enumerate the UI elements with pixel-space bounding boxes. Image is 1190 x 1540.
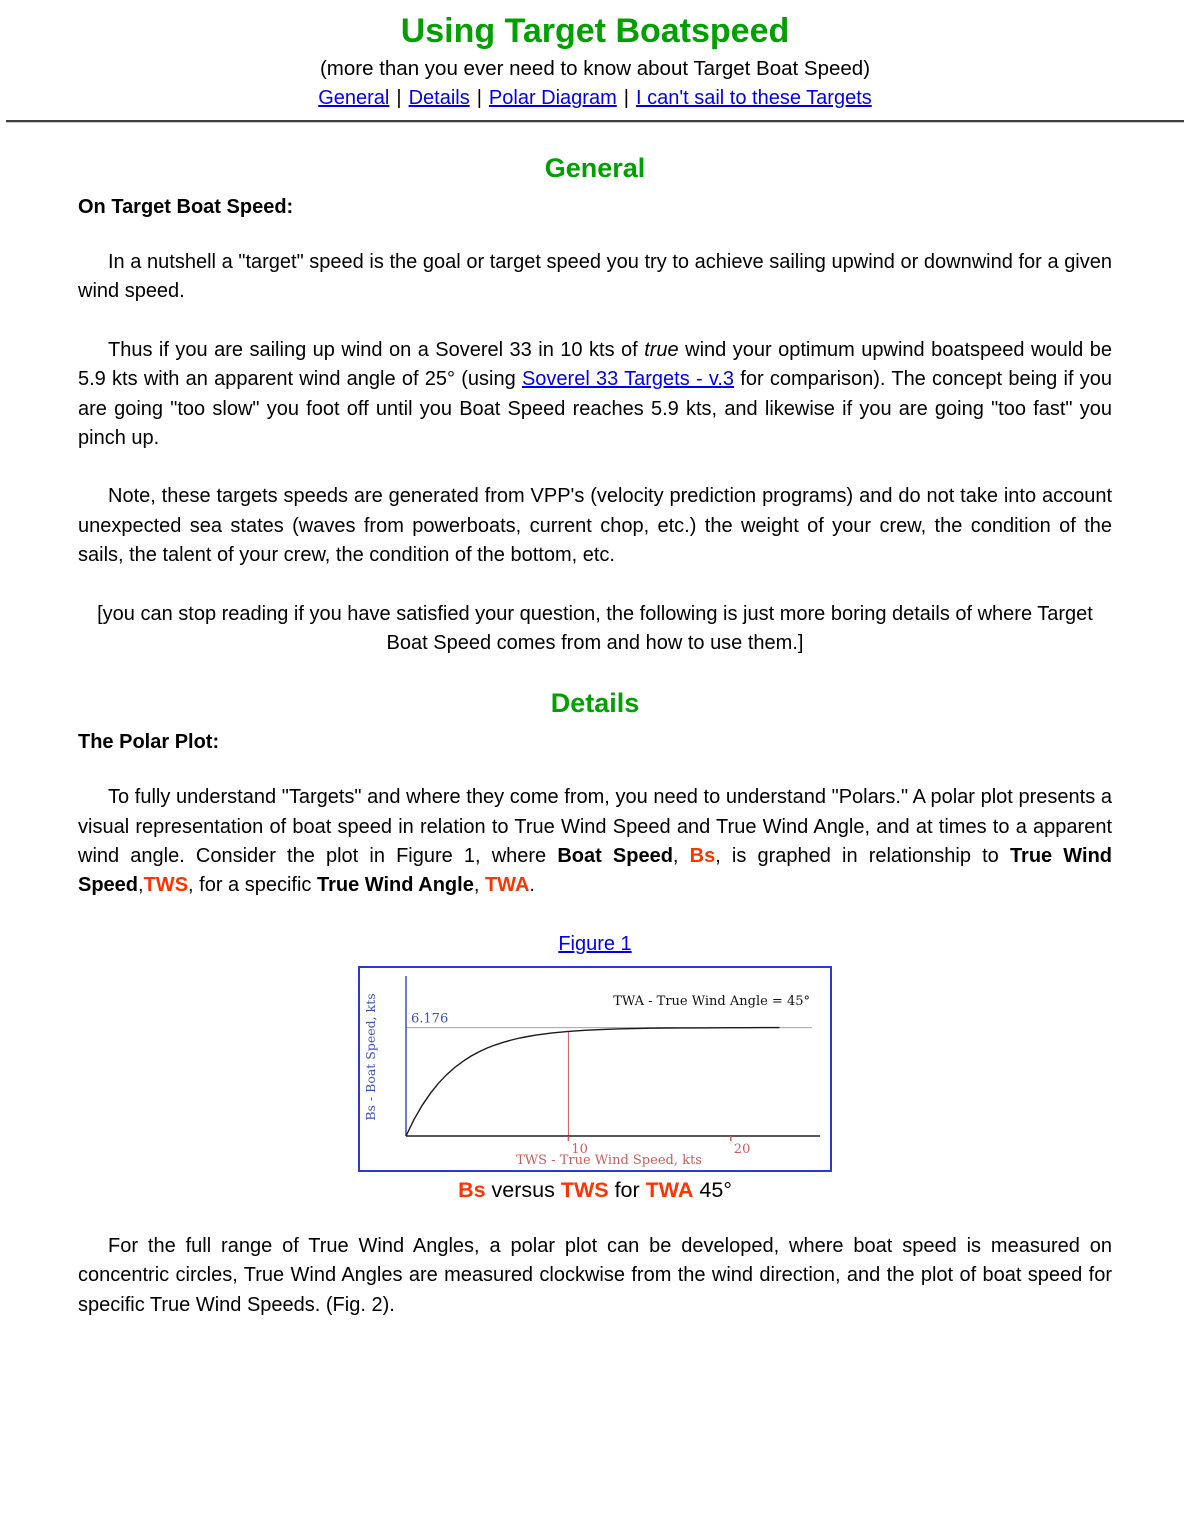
figure1-box: [358, 966, 832, 1172]
x-tick-label-10: 10: [571, 1141, 588, 1157]
caption-term-tws: TWS: [560, 1177, 609, 1202]
text-run: , for a specific: [188, 874, 317, 897]
text-run: , is graphed in relationship to: [715, 845, 1010, 868]
caption-text: versus: [485, 1177, 561, 1202]
term-tws: TWS: [143, 874, 189, 897]
text-run: for comparison). The concept being if you are going "too slow" you foot off until you Boat Speed reaches 5.9 kts, and likewise if you are going "too fast" you pinch up.: [78, 368, 1112, 449]
x-tick-label-20: 20: [733, 1141, 751, 1157]
paragraph-nutshell: In a nutshell a "target" speed is the goal or target speed you try to achieve sailing upwind or downwind for a given wind speed.: [78, 251, 1112, 303]
term-true-wind-speed: True Wind Speed: [78, 845, 1112, 897]
soverel-targets-link[interactable]: Soverel 33 Targets - v.3: [521, 368, 735, 391]
figure1-area: [78, 933, 1112, 1203]
term-true-wind-angle: True Wind Angle: [316, 874, 474, 897]
term-boat-speed: Boat Speed: [557, 845, 673, 868]
caption-term-bs: Bs: [458, 1177, 486, 1202]
details-lead: The Polar Plot:: [78, 731, 220, 754]
details-section-heading: Details: [550, 688, 640, 719]
nav-link-polar-diagram[interactable]: Polar Diagram: [488, 87, 617, 109]
nav-link-cant-sail-targets[interactable]: I can't sail to these Targets: [635, 87, 872, 109]
top-nav: [0, 87, 1190, 110]
text-run: Thus if you are sailing up wind on a Soverel 33 in 10 kts of: [108, 338, 645, 361]
paragraph-stop-reading: [you can stop reading if you have satisfied your question, the following is just more boring details of where Target Boat Speed comes from and how to use them.]: [97, 602, 1093, 654]
bs-curve: [406, 1027, 780, 1135]
twa-annotation: TWA - True Wind Angle = 45°: [613, 993, 810, 1009]
page-subtitle: (more than you ever need to know about Target Boat Speed): [319, 57, 871, 80]
caption-term-twa: TWA: [645, 1177, 694, 1202]
reference-value-label: 6.176: [411, 1011, 449, 1027]
paragraph-polars: [78, 783, 1112, 901]
italic-true-wind: true: [644, 338, 679, 361]
page-header: [0, 12, 1190, 123]
nav-separator: |: [396, 87, 402, 109]
x-axis-label: TWS - True Wind Speed, kts: [516, 1152, 702, 1168]
nav-link-details[interactable]: Details: [408, 87, 470, 109]
paragraph-soverel: [78, 336, 1112, 454]
paragraph-vpp-note: Note, these targets speeds are generated from VPP's (velocity prediction programs) and do not take into account unexpected sea states (waves from powerboats, current chop, etc.) the weight of your crew, the condition of the sails, the talent of your crew, the condition of the bottom, etc.: [78, 485, 1112, 567]
figure1-link[interactable]: Figure 1: [558, 932, 632, 955]
header-divider: [6, 120, 1184, 123]
paragraph-polar-range: For the full range of True Wind Angles, a polar plot can be developed, where boat speed is measured on concentric circles, True Wind Angles are measured clockwise from the wind direction, and the plot of boat speed for specific True Wind Speeds. (Fig. 2).: [78, 1234, 1112, 1316]
nav-separator: |: [623, 87, 629, 109]
text-run: ,: [138, 874, 144, 897]
y-axis-label: Bs - Boat Speed, kts: [363, 993, 378, 1121]
caption-text: for: [608, 1177, 646, 1202]
general-lead: On Target Boat Speed:: [78, 196, 294, 218]
page-title: Using Target Boatspeed: [400, 12, 790, 50]
nav-link-general[interactable]: General: [318, 87, 390, 109]
caption-text: 45°: [693, 1177, 732, 1202]
term-twa: TWA: [484, 874, 530, 897]
figure1-chart: [360, 968, 830, 1170]
general-section-heading: General: [544, 153, 646, 183]
text-run: ,: [473, 874, 485, 897]
figure1-caption: [78, 1178, 1112, 1203]
text-run: .: [529, 874, 535, 897]
text-run: ,: [672, 845, 690, 868]
term-bs: Bs: [689, 845, 716, 868]
nav-separator: |: [476, 87, 482, 109]
main-content: [0, 153, 1190, 1320]
text-run: To fully understand "Targets" and where they come from, you need to understand "Polars." A polar plot presents a visual representation of boat speed in relation to True Wind Speed and True Wind Angle, and at times to a apparent wind angle. Consider the plot in Figure 1, where: [78, 786, 1112, 868]
text-run: wind your optimum upwind boatspeed would be 5.9 kts with an apparent wind angle of 25° (using: [78, 338, 1112, 391]
